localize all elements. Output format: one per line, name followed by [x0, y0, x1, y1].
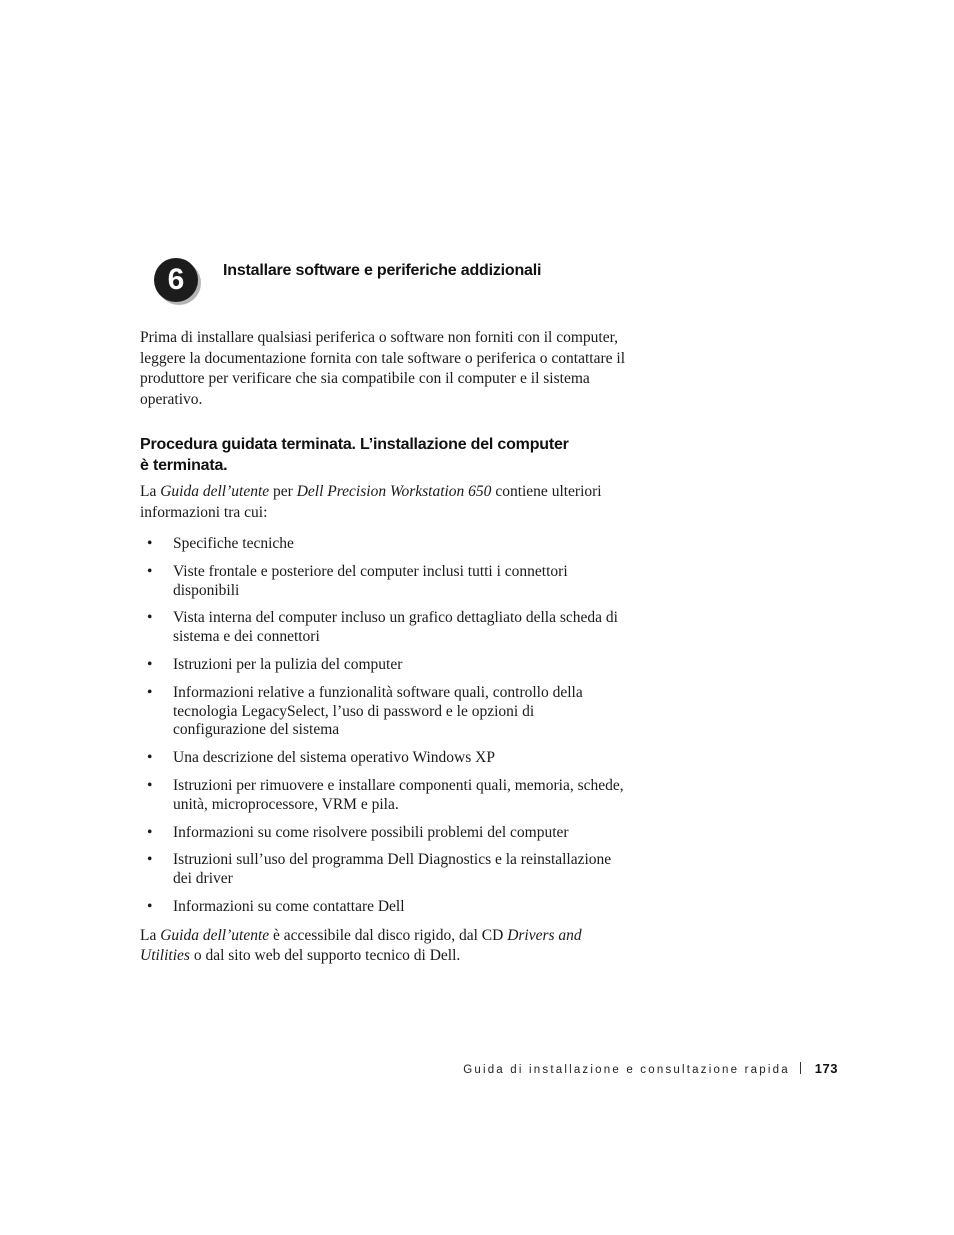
list-item	[140, 851, 630, 889]
step-number-badge	[154, 258, 200, 304]
closing-text-1: La	[140, 926, 161, 944]
bullet-icon: •	[147, 897, 153, 915]
list-item-text: Informazioni su come contattare Dell	[173, 897, 405, 915]
list-item	[140, 749, 630, 768]
list-item-text: Istruzioni per rimuovere e installare componenti quali, memoria, schede, unità, microprocessore, VRM e pila.	[173, 776, 624, 813]
lead-text-1: La	[140, 483, 161, 500]
lead-text-3: contiene ulteriori informazioni tra cui:	[140, 483, 602, 521]
list-item	[140, 777, 630, 815]
closing-text-2: è accessibile dal disco rigido, dal CD	[269, 926, 508, 944]
main-content	[140, 328, 630, 967]
list-item	[140, 898, 630, 917]
step-number: 6	[154, 258, 198, 302]
list-item	[140, 609, 630, 647]
section-heading-line1: Procedura guidata terminata. L’installazione del computer	[140, 436, 569, 453]
list-item	[140, 656, 630, 675]
feature-list	[140, 535, 630, 917]
bullet-icon: •	[147, 562, 153, 580]
intro-paragraph: Prima di installare qualsiasi periferica o software non forniti con il computer, leggere la documentazione fornita con tale software o periferica o contattare il produttore per verificare che sia compatibile con il computer e il sistema operativo.	[140, 329, 625, 408]
list-item	[140, 563, 630, 601]
bullet-icon: •	[147, 535, 153, 552]
closing-guide-title: Guida dell’utente	[160, 926, 270, 944]
list-item-text: Una descrizione del sistema operativo Windows XP	[173, 749, 495, 767]
bullet-icon: •	[147, 655, 153, 673]
closing-text-3: o dal sito web del supporto tecnico di Dell.	[189, 947, 461, 965]
lead-paragraph	[140, 482, 630, 523]
footer-title: Guida di installazione e consultazione rapida	[463, 1064, 790, 1076]
list-item	[140, 824, 630, 843]
list-item	[140, 684, 630, 740]
footer-separator	[800, 1062, 801, 1074]
step-title: Installare software e periferiche addizionali	[223, 262, 542, 279]
list-item-text: Informazioni su come risolvere possibili problemi del computer	[173, 823, 569, 841]
bullet-icon: •	[147, 683, 153, 701]
bullet-icon: •	[147, 776, 153, 794]
page-footer	[0, 1061, 838, 1076]
lead-text-2: per	[269, 483, 297, 500]
bullet-icon: •	[147, 851, 153, 869]
list-item-text: Viste frontale e posteriore del computer inclusi tutti i connettori disponibili	[173, 562, 568, 599]
closing-paragraph	[140, 926, 630, 967]
page-number: 173	[814, 1061, 838, 1076]
list-item-text: Informazioni relative a funzionalità software quali, controllo della tecnologia LegacySelect, l’uso di password e le opzioni di configurazione del sistema	[173, 683, 583, 739]
section-heading	[140, 434, 630, 476]
list-item	[140, 535, 630, 554]
bullet-icon: •	[147, 823, 153, 841]
bullet-icon: •	[147, 609, 153, 627]
lead-guide-title: Guida dell’utente	[160, 483, 270, 500]
closing-cd-name: Drivers and Utilities	[140, 926, 582, 965]
list-item-text: Istruzioni per la pulizia del computer	[173, 655, 403, 673]
bullet-icon: •	[147, 749, 153, 767]
section-heading-line2: è terminata.	[140, 457, 228, 474]
list-item-text: Specifiche tecniche	[173, 535, 294, 552]
lead-product-name: Dell Precision Workstation 650	[296, 483, 492, 500]
list-item-text: Vista interna del computer incluso un grafico dettagliato della scheda di sistema e dei connettori	[173, 609, 618, 646]
list-item-text: Istruzioni sull’uso del programma Dell Diagnostics e la reinstallazione dei driver	[173, 851, 612, 888]
